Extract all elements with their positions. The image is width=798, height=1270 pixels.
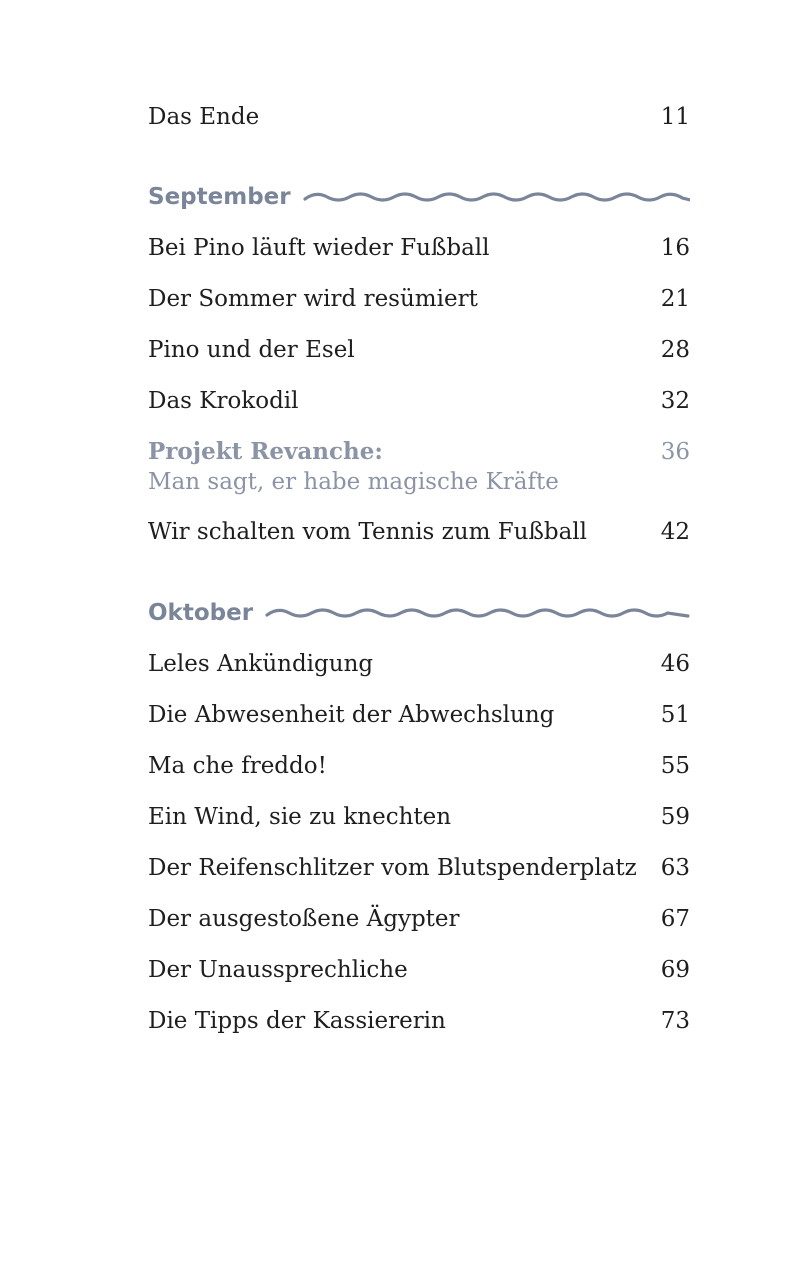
entry-title: Ma che freddo! — [148, 753, 327, 779]
entry-title: Man sagt, er habe magische Kräfte — [148, 469, 559, 495]
entry-page-number: 51 — [660, 702, 690, 728]
entry-title: Das Krokodil — [148, 388, 299, 414]
entry-title: Der ausgestoßene Ägypter — [148, 906, 460, 932]
entry-page-number: 67 — [660, 906, 690, 932]
toc-entry[interactable] — [148, 517, 690, 547]
entry-title-block — [148, 437, 559, 497]
entry-title: Leles Ankündigung — [148, 651, 374, 677]
toc-entry[interactable] — [148, 284, 690, 314]
entry-title: Die Tipps der Kassiererin — [148, 1008, 446, 1034]
section-label: September — [148, 184, 291, 210]
entry-page-number: 42 — [660, 519, 690, 545]
entry-page-number: 11 — [660, 104, 690, 130]
entry-title: Wir schalten vom Tennis zum Fußball — [148, 519, 587, 545]
toc-entry[interactable] — [148, 904, 690, 934]
toc-entry[interactable] — [148, 649, 690, 679]
toc-entry[interactable] — [148, 700, 690, 730]
toc-entry[interactable] — [148, 335, 690, 365]
entry-page-number: 28 — [660, 337, 690, 363]
entry-title: Pino und der Esel — [148, 337, 355, 363]
toc-entry-highlighted[interactable] — [148, 437, 690, 497]
toc-entry[interactable] — [148, 802, 690, 832]
entry-page-number: 73 — [660, 1008, 690, 1034]
wave-divider-icon — [265, 603, 690, 623]
entry-page-number: 69 — [660, 957, 690, 983]
toc-entry[interactable] — [148, 853, 690, 883]
entry-page-number: 21 — [660, 286, 690, 312]
entry-title: Die Abwesenheit der Abwechslung — [148, 702, 555, 728]
entry-page-number: 36 — [660, 439, 690, 465]
toc-entry[interactable] — [148, 751, 690, 781]
entry-title: Der Sommer wird resümiert — [148, 286, 478, 312]
toc-entry[interactable] — [148, 233, 690, 263]
entry-title: Das Ende — [148, 104, 260, 130]
entry-prefix: Projekt Revanche: — [148, 438, 383, 465]
entry-page-number: 63 — [660, 855, 690, 881]
section-heading-september — [148, 180, 690, 214]
toc-entry[interactable] — [148, 102, 690, 132]
entry-title: Ein Wind, sie zu knechten — [148, 804, 452, 830]
toc-entry[interactable] — [148, 386, 690, 416]
entry-page-number: 59 — [660, 804, 690, 830]
toc-entry[interactable] — [148, 1006, 690, 1036]
section-label: Oktober — [148, 600, 254, 626]
entry-page-number: 55 — [660, 753, 690, 779]
entry-page-number: 46 — [660, 651, 690, 677]
toc-entry[interactable] — [148, 955, 690, 985]
section-heading-oktober — [148, 596, 690, 630]
entry-page-number: 32 — [660, 388, 690, 414]
wave-divider-icon — [303, 187, 690, 207]
entry-title: Der Unaussprechliche — [148, 957, 408, 983]
entry-title: Bei Pino läuft wieder Fußball — [148, 235, 490, 261]
entry-title: Der Reifenschlitzer vom Blutspenderplatz — [148, 855, 637, 881]
entry-page-number: 16 — [660, 235, 690, 261]
